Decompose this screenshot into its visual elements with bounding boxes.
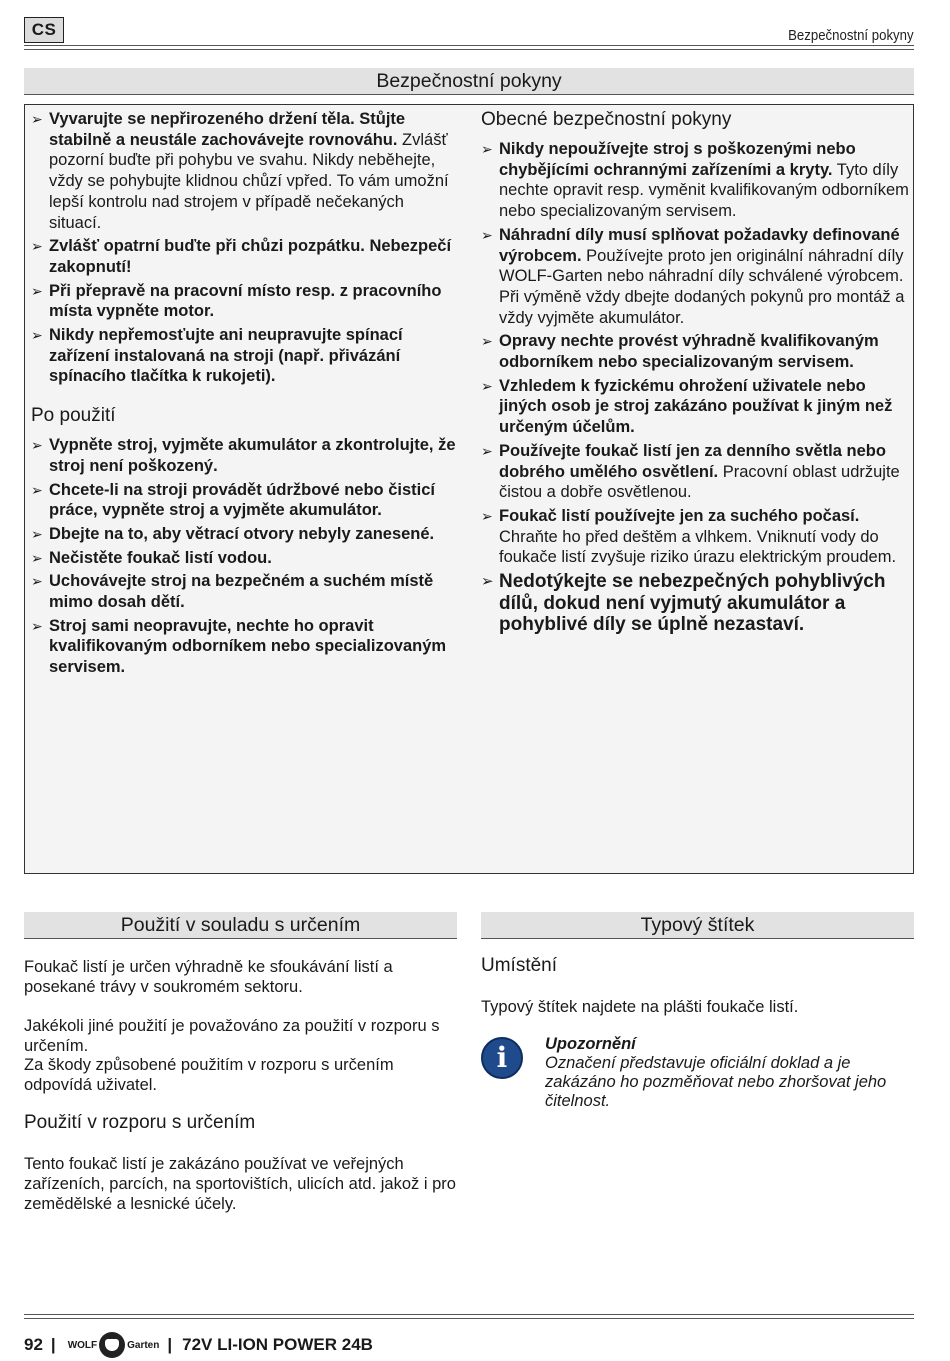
main-section-title: Bezpečnostní pokyny	[24, 68, 914, 95]
list-item-bold: Chcete-li na stroji provádět údržbové nebo čisticí práce, vypněte stroj a vyjměte akumulátor.	[49, 480, 435, 520]
footer-rule	[24, 1314, 914, 1319]
header-section-title: Bezpečnostní pokyny	[788, 27, 914, 44]
note-title: Upozornění	[545, 1035, 636, 1053]
arrow-icon: ➢	[31, 327, 43, 344]
misuse-heading: Použití v rozporu s určením	[24, 1112, 256, 1133]
arrow-icon: ➢	[481, 141, 493, 157]
list-item-text: Používejte proto jen originální náhradní díly WOLF-Garten nebo náhradní díly schválené výrobcem. Při výměně vždy dbejte dodaných pokynů pro montáž a vždy vyjměte akumulátor.	[499, 246, 905, 327]
general-safety-heading: Obecné bezpečnostní pokyny	[481, 109, 732, 130]
after-use-heading: Po použití	[31, 405, 116, 427]
list-item-text: Tyto díly nechte opravit resp. vyměnit kvalifikovaným odborníkem nebo specializovaným servisem.	[499, 160, 909, 221]
fox-icon	[99, 1332, 125, 1358]
arrow-icon: ➢	[31, 573, 43, 590]
arrow-icon: ➢	[31, 238, 43, 255]
list-item-bold: Náhradní díly musí splňovat požadavky definované výrobcem.	[499, 225, 900, 265]
list-item-bold: Dbejte na to, aby větrací otvory nebyly zanesené.	[49, 524, 435, 543]
arrow-icon: ➢	[31, 111, 43, 127]
model-name: 72V LI-ION POWER 24B	[182, 1335, 373, 1354]
list-item-text: Zvlášť pozorní buďte při pohybu ve svahu. Nikdy neběhejte, vždy se pohybujte klidnou chůzí vpřed. To vám umožní lepší kontrolu nad strojem v případě nečekaných situací.	[49, 130, 449, 232]
language-tag: CS	[24, 17, 64, 43]
intended-use-p2a: Jakékoli jiné použití je považováno za použití v rozporu s určením.	[24, 1017, 440, 1055]
list-item	[481, 225, 911, 329]
safety-box	[24, 104, 914, 874]
arrow-icon: ➢	[481, 377, 493, 394]
brand-left: WOLF	[67, 1339, 98, 1351]
arrow-icon: ➢	[481, 573, 494, 591]
list-item	[481, 139, 911, 222]
list-item-bold: Vypněte stroj, vyjměte akumulátor a zkontrolujte, že stroj není poškozený.	[49, 436, 456, 475]
list-item-text: Pracovní oblast udržujte čistou a dobře osvětlenou.	[499, 462, 900, 502]
footer-separator: |	[167, 1335, 173, 1354]
list-item	[31, 548, 459, 569]
right-list-big	[481, 571, 911, 636]
arrow-icon: ➢	[481, 226, 493, 243]
brand-right: Garten	[127, 1339, 160, 1351]
list-item	[31, 236, 459, 277]
list-item	[31, 524, 459, 545]
intended-use-p2b: Za škody způsobené použitím v rozporu s určením odpovídá uživatel.	[24, 1056, 394, 1094]
page-number: 92	[24, 1335, 43, 1354]
header-rule	[24, 45, 914, 50]
right-list	[481, 139, 911, 568]
arrow-icon: ➢	[481, 442, 493, 459]
note-text: Označení představuje oficiální doklad a je zakázáno ho pozměňovat nebo zhoršovat jeho čitelnost.	[545, 1054, 887, 1110]
location-text: Typový štítek najdete na plášti foukače listí.	[481, 998, 799, 1016]
list-item	[31, 616, 459, 678]
list-item-bold: Opravy nechte provést výhradně kvalifikovaným odborníkem nebo specializovaným servisem.	[499, 332, 879, 372]
arrow-icon: ➢	[31, 481, 43, 498]
left-column	[31, 109, 459, 681]
list-item	[31, 109, 459, 233]
intended-use-title: Použití v souladu s určením	[24, 912, 457, 939]
list-item-bold: Uchovávejte stroj na bezpečném a suchém místě mimo dosah dětí.	[49, 572, 434, 612]
footer	[24, 1333, 373, 1357]
list-item	[481, 331, 911, 372]
list-item	[481, 441, 911, 503]
list-item-bold: Nikdy nepoužívejte stroj s poškozenými nebo chybějícími ochrannými zařízeními a kryty.	[499, 140, 856, 179]
footer-separator: |	[50, 1335, 56, 1354]
list-item	[31, 281, 459, 322]
list-item	[31, 571, 459, 612]
left-list-top	[31, 109, 459, 387]
list-item-bold: Zvlášť opatrní buďte při chůzi pozpátku. Nebezpečí zakopnutí!	[49, 237, 452, 276]
list-item-bold: Vzhledem k fyzickému ohrožení uživatele nebo jiných osob je stroj zakázáno používat k jiným než určeným účelům.	[499, 376, 893, 437]
list-item-bold: Stroj sami neopravujte, nechte ho opravit kvalifikovaným odborníkem nebo specializovaným servisem.	[49, 616, 447, 677]
info-icon: i	[481, 1037, 523, 1079]
intended-use-p1: Foukač listí je určen výhradně ke sfoukávání listí a posekané trávy v soukromém sektoru.	[24, 958, 393, 996]
list-item	[481, 376, 911, 438]
arrow-icon: ➢	[31, 617, 43, 634]
location-heading: Umístění	[481, 955, 558, 976]
list-item-bold: Používejte foukač listí jen za denního světla nebo dobrého umělého osvětlení.	[499, 441, 886, 481]
arrow-icon: ➢	[31, 282, 43, 299]
list-item	[31, 325, 459, 387]
list-item-bold: Foukač listí používejte jen za suchého počasí.	[499, 506, 860, 525]
list-item-text: Chraňte ho před deštěm a vlhkem. Vniknutí vody do foukače listí zvyšuje riziko úrazu elektrickým proudem.	[499, 527, 897, 567]
arrow-icon: ➢	[31, 525, 43, 542]
misuse-text: Tento foukač listí je zakázáno používat ve veřejných zařízeních, parcích, na sportovištích, ulicích atd. jakož i pro zemědělské a lesnické účely.	[24, 1155, 456, 1213]
right-column	[481, 109, 911, 639]
list-item-bold: Vyvarujte se nepřirozeného držení těla. Stůjte stabilně a neustále zachovávejte rovnováhu.	[49, 110, 406, 149]
type-plate-title: Typový štítek	[481, 912, 914, 939]
arrow-icon: ➢	[31, 437, 43, 454]
arrow-icon: ➢	[481, 333, 493, 350]
list-item: ➢ Nedotýkejte se nebezpečných pohyblivých dílů, dokud není vyjmutý akumulátor a pohyblivé díly se úplně nezastaví.	[481, 571, 886, 636]
left-list-after	[31, 435, 459, 678]
list-item-bold: Nikdy nepřemosťujte ani neupravujte spínací zařízení instalovaná na stroji (např. přivázání spínacího tlačítka k rukojeti).	[49, 326, 403, 386]
arrow-icon: ➢	[31, 549, 43, 566]
list-item-bold: Při přepravě na pracovní místo resp. z pracovního místa vypněte motor.	[49, 281, 442, 321]
list-item	[481, 506, 911, 568]
list-item	[31, 480, 459, 521]
list-item	[31, 435, 459, 476]
list-item-bold: Nečistěte foukač listí vodou.	[49, 548, 272, 567]
arrow-icon: ➢	[481, 507, 493, 524]
brand-logo	[68, 1332, 160, 1358]
